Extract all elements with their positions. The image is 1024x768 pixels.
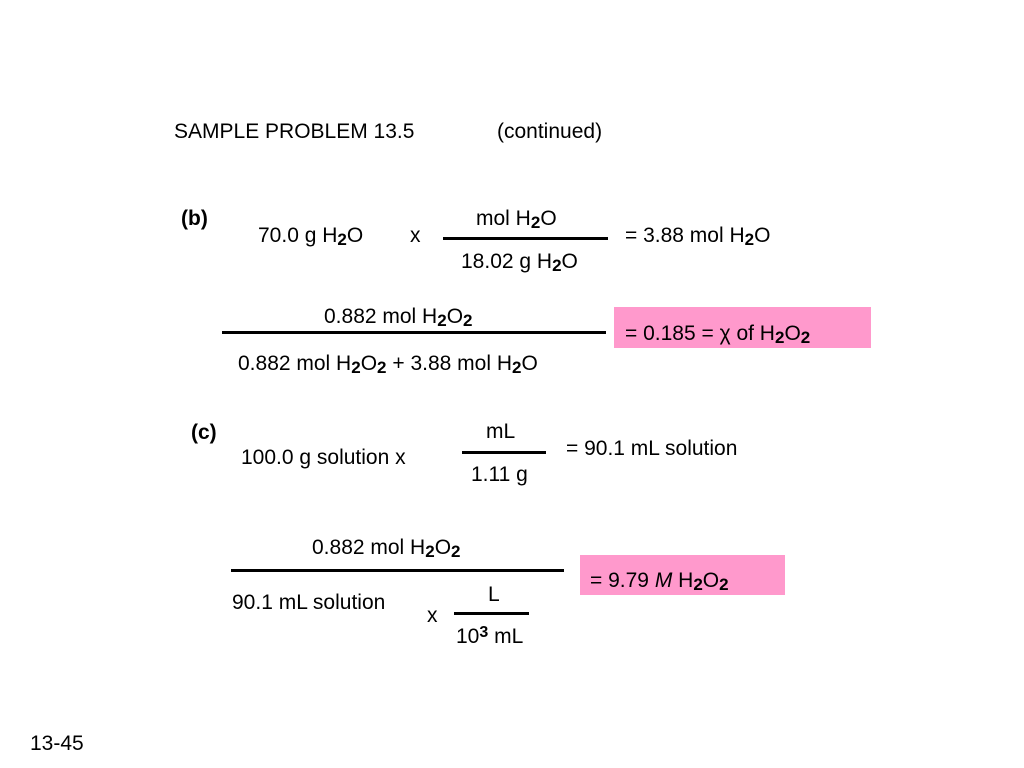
part-c-molarity-denominator: 90.1 mL solution (232, 591, 386, 614)
chi-symbol: χ (719, 322, 731, 345)
part-c-L-denominator: $10^3$ mL (456, 624, 524, 648)
slide-subtitle (497, 121, 602, 142)
part-c-L-fraction-bar (454, 612, 529, 615)
part-c-conv-denominator: 1.11 g (471, 463, 528, 486)
page-number: 13-45 (30, 732, 84, 755)
part-c-mass-given: 100.0 g solution x (241, 446, 406, 469)
part-c-molarity-numerator: 0.882 mol H2O2 (312, 536, 461, 561)
part-c-conv-numerator: mL (486, 420, 516, 443)
part-c-label (191, 422, 217, 443)
part-b-mole-frac-bar (222, 331, 606, 334)
part-b-result: = 3.88 mol H2O (625, 224, 771, 249)
part-b-mole-frac-numerator: 0.882 mol H2O2 (324, 305, 473, 330)
part-b-conv-denominator: 18.02 g H2O (461, 250, 578, 275)
part-b-mass-given: 70.0 g H2O (258, 224, 364, 249)
slide-title (174, 121, 414, 142)
part-c-molarity-bar (231, 569, 564, 572)
part-b-conv-numerator: mol H2O (476, 207, 557, 232)
part-c-conv-fraction-bar (462, 451, 546, 454)
part-b-mole-frac-denominator: 0.882 mol H2O2 + 3.88 mol H2O (238, 352, 538, 377)
title-text: SAMPLE PROBLEM 13.5 (174, 120, 415, 143)
part-c-label-text: (c) (191, 421, 217, 444)
part-b-answer: = 0.185 = χ of H2O2 (625, 322, 811, 347)
part-c-answer: = 9.79 M H2O2 (590, 569, 729, 594)
part-c-times-sign: x (427, 604, 438, 627)
part-b-conv-fraction-bar (443, 237, 608, 240)
subtitle-text: (continued) (497, 120, 603, 143)
part-b-label-text: (b) (181, 207, 208, 230)
part-c-L-numerator: L (488, 583, 500, 606)
part-c-result: = 90.1 mL solution (566, 437, 738, 460)
molarity-symbol: M (654, 569, 673, 592)
part-b-label (181, 208, 208, 229)
part-b-times-sign: x (410, 224, 421, 247)
